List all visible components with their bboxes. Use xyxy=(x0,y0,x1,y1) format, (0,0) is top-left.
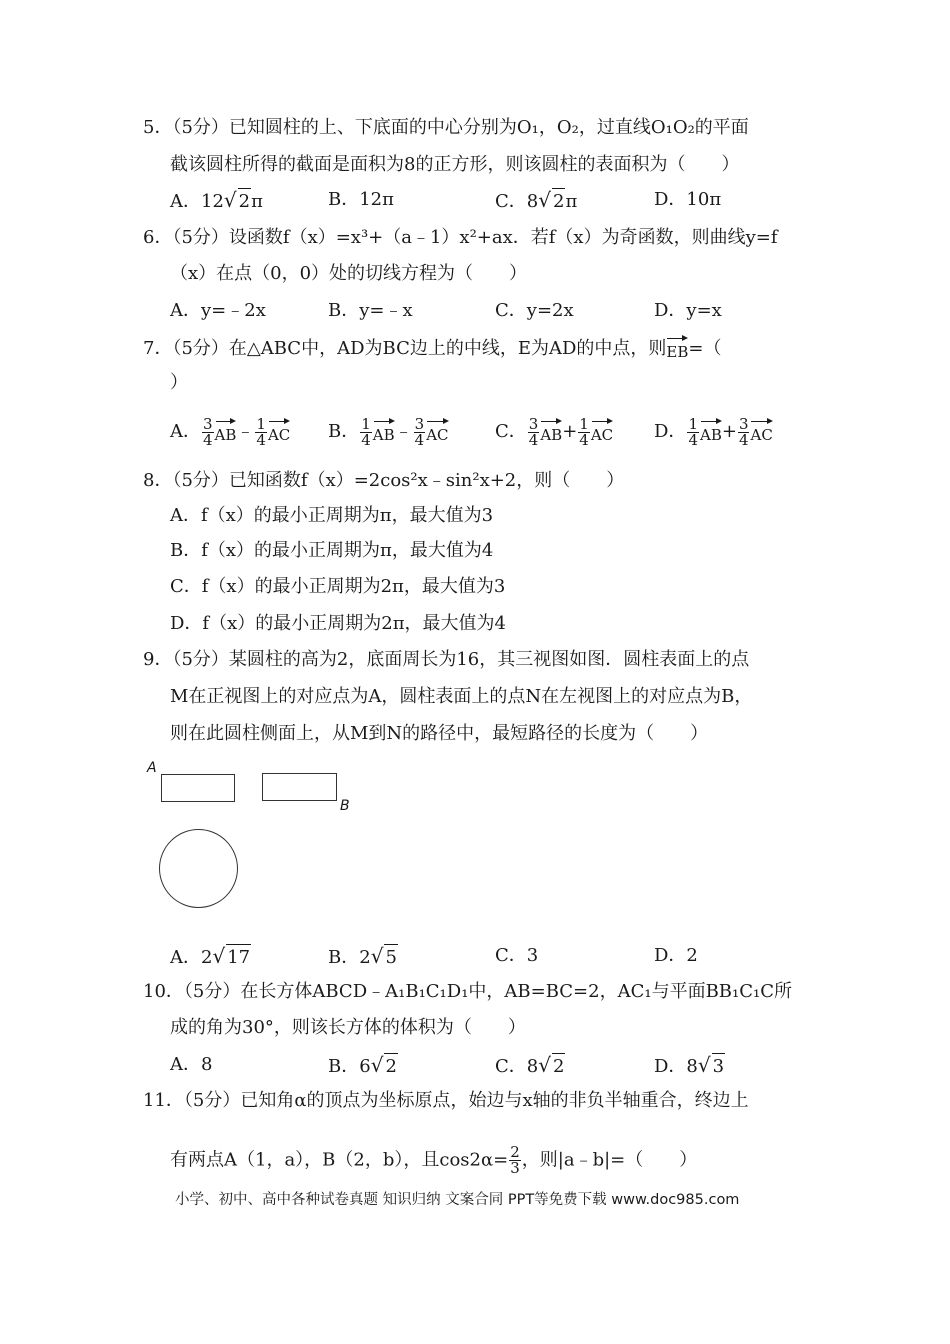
q9-line2: M在正视图上的对应点为A，圆柱表面上的点N在左视图上的对应点为B， xyxy=(170,686,753,707)
q8-option-c: C．f（x）的最小正周期为2π，最大值为3 xyxy=(170,576,506,597)
q8-option-b: B．f（x）的最小正周期为π，最大值为4 xyxy=(170,540,494,561)
q7-option-b: B． $\frac{1}{4}$ AB﹣ $\frac{3}{4}$ AC xyxy=(328,414,449,449)
q6-line1: 6．（5分）设函数f（x）=x³+（a﹣1）x²+ax．若f（x）为奇函数，则曲线y=f xyxy=(143,227,778,248)
figure-label-b: B xyxy=(340,798,350,814)
q9-line3: 则在此圆柱侧面上，从M到N的路径中，最短路径的长度为（ ） xyxy=(170,723,709,744)
q5-option-a: A．12√ 2π xyxy=(170,187,263,215)
q6-option-a: A．y=﹣2x xyxy=(170,300,266,321)
q10-option-d: D．8√ 3 xyxy=(654,1052,725,1080)
q10-option-b: B．6√ 2 xyxy=(328,1052,398,1080)
q9-option-a: A．2√ 17 xyxy=(170,943,251,971)
q10-option-a: A．8 xyxy=(170,1054,213,1075)
q6-option-b: B．y=﹣x xyxy=(328,300,413,321)
q9-option-b: B．2√ 5 xyxy=(328,943,398,971)
q6-option-d: D．y=x xyxy=(654,300,722,321)
top-view-circle xyxy=(159,829,238,908)
figure-label-a: A xyxy=(147,760,157,776)
q8-option-d: D．f（x）的最小正周期为2π，最大值为4 xyxy=(170,613,506,634)
q6-line2: （x）在点（0，0）处的切线方程为（ ） xyxy=(170,263,528,284)
q7-option-d: D． $\frac{1}{4}$ AB+ $\frac{3}{4}$ AC xyxy=(654,414,773,449)
q7-option-c: C． $\frac{3}{4}$ AB+ $\frac{1}{4}$ AC xyxy=(495,414,614,449)
q5-option-d: D．10π xyxy=(654,189,722,210)
q11-line2: 有两点A（1，a），B（2，b），且cos2α= $\frac{2}{3}$ ，则|a﹣b|=（ ） xyxy=(170,1143,698,1177)
q9-option-c: C．3 xyxy=(495,945,539,966)
page-footer: 小学、初中、高中各种试卷真题 知识归纳 文案合同 PPT等免费下载 www.doc985.com xyxy=(175,1192,740,1208)
q6-option-c: C．y=2x xyxy=(495,300,574,321)
q5-line2: 截该圆柱所得的截面是面积为8的正方形，则该圆柱的表面积为（ ） xyxy=(170,154,740,175)
q9-option-d: D．2 xyxy=(654,945,698,966)
side-view-rectangle xyxy=(262,773,337,801)
three-view-figure xyxy=(145,760,365,920)
q10-option-c: C．8√ 2 xyxy=(495,1052,565,1080)
vector-eb: EB xyxy=(666,333,688,365)
q5-option-c: C．8√ 2π xyxy=(495,187,577,215)
q7-line1: 7．（5分）在△ABC中，AD为BC边上的中线，E为AD的中点，则EB=（ xyxy=(143,333,722,365)
q10-line2: 成的角为30°，则该长方体的体积为（ ） xyxy=(170,1017,526,1038)
front-view-rectangle xyxy=(161,774,235,802)
q10-line1: 10．（5分）在长方体ABCD﹣A₁B₁C₁D₁中，AB=BC=2，AC₁与平面BB₁C₁C所 xyxy=(143,981,793,1002)
q5-option-b: B．12π xyxy=(328,189,394,210)
q7-option-a: A． $\frac{3}{4}$ AB﹣ $\frac{1}{4}$ AC xyxy=(170,414,291,449)
q11-line1: 11．（5分）已知角α的顶点为坐标原点，始边与x轴的非负半轴重合，终边上 xyxy=(143,1090,749,1111)
q9-line1: 9．（5分）某圆柱的高为2，底面周长为16，其三视图如图．圆柱表面上的点 xyxy=(143,649,750,670)
q8-line1: 8．（5分）已知函数f（x）=2cos²x﹣sin²x+2，则（ ） xyxy=(143,470,625,491)
q5-line1: 5．（5分）已知圆柱的上、下底面的中心分别为O₁，O₂，过直线O₁O₂的平面 xyxy=(143,117,749,138)
q7-line2: ） xyxy=(170,372,188,393)
q8-option-a: A．f（x）的最小正周期为π，最大值为3 xyxy=(170,505,494,526)
